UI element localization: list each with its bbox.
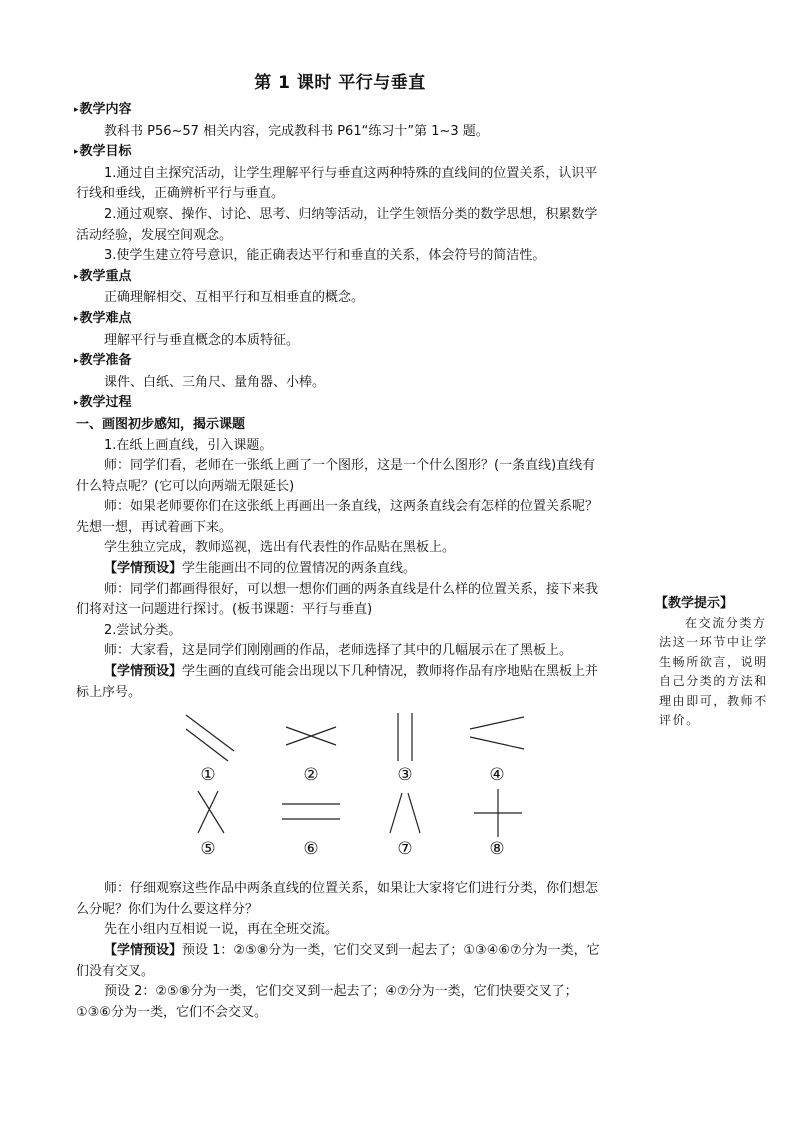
goal-1: 1.通过自主探究活动，让学生理解平行与垂直这两种特殊的直线间的位置关系，认识平行线和垂线，正确辨析平行与垂直。: [76, 165, 598, 202]
process-step-1: 1.在纸上画直线，引入课题。: [104, 437, 273, 453]
section-heading-process: ▸ 教学过程: [74, 393, 606, 415]
section-heading-content: ▸ 教学内容: [74, 100, 606, 122]
figure-label-6: ⑥: [303, 839, 319, 860]
goal-3: 3.使学生建立符号意识，能正确表达平行和垂直的关系，体会符号的简洁性。: [104, 248, 546, 264]
figure-label-4: ④: [489, 765, 505, 786]
figure-label-3: ③: [397, 765, 413, 786]
pair-7-line-b: [408, 793, 420, 833]
teacher-line-5: 师：仔细观察这些作品中两条直线的位置关系，如果让大家将它们进行分类，你们想怎么分呢？你们为什么要这样分？: [76, 881, 599, 917]
figure-label-5: ⑤: [200, 839, 216, 860]
content-text: 教科书 P56~57 相关内容，完成教科书 P61“练习十”第 1~3 题。: [104, 123, 489, 139]
sidebar-body: 在交流分类方法这一环节中让学生畅所欲言，说明自己分类的方法和理由即可，教师不评价。: [659, 615, 768, 727]
pair-1-line-b: [186, 729, 228, 761]
student-activity: 学生独立完成，教师巡视，选出有代表性的作品贴在黑板上。: [104, 540, 456, 556]
preset-line-2: [76, 662, 606, 703]
preset-tag: 【学情预设】: [104, 943, 183, 958]
figure-label-1: ①: [200, 765, 216, 786]
preset-line-4: 预设 2：②⑤⑧分为一类，它们交叉到一起去了；④⑦分为一类，它们快要交叉了；①③⑥分为一类，它们不会交叉。: [76, 984, 578, 1020]
preset-line-3: [76, 941, 606, 982]
main-column: [76, 100, 606, 1023]
teaching-tip-sidebar: [655, 594, 779, 731]
pair-4-line-a: [470, 717, 524, 729]
page-title: 第 1 课时 平行与垂直: [254, 73, 426, 93]
section-heading-key: ▸ 教学重点: [74, 267, 606, 289]
teacher-line-2: 师：如果老师要你们在这张纸上再画出一条直线，这两条直线会有怎样的位置关系呢？先想一想，再试着画下来。: [76, 499, 599, 535]
key-text: 正确理解相交、互相平行和互相垂直的概念。: [104, 290, 365, 306]
preset-line-1: [76, 559, 606, 580]
figure-label-2: ②: [303, 765, 319, 786]
preset-tag: 【学情预设】: [104, 561, 183, 577]
teacher-line-4: 师：大家看，这是同学们刚刚画的作品，老师选择了其中的几幅展示在了黑板上。: [104, 643, 573, 659]
figure-label-7: ⑦: [397, 839, 413, 860]
sidebar-title: 【教学提示】: [655, 596, 734, 611]
goal-2: 2.通过观察、操作、讨论、思考、归纳等活动，让学生领悟分类的数学思想，积累数学活动经验，发展空间观念。: [76, 206, 598, 243]
pair-5-line-b: [198, 791, 218, 833]
teacher-line-3: 师：同学们都画得很好，可以想一想你们画的两条直线是什么样的位置关系，接下来我们将对这一问题进行探讨。(板书课题：平行与垂直): [76, 581, 599, 618]
line-pairs-drawing: [76, 709, 606, 875]
pair-1-line-a: [186, 715, 234, 751]
pair-4-line-b: [470, 737, 524, 749]
preset-text-1: 学生能画出不同的位置情况的两条直线。: [182, 561, 417, 577]
teacher-line-1: 师：同学们看，老师在一张纸上画了一个图形，这是一个什么图形？(一条直线)直线有什么特点呢？(它可以向两端无限延长): [76, 458, 596, 494]
section-heading-preparation: ▸ 教学准备: [74, 351, 606, 373]
pair-5-line-a: [198, 791, 224, 833]
process-step-2: 2.尝试分类。: [104, 622, 182, 638]
preparation-text: 课件、白纸、三角尺、量角器、小棒。: [104, 374, 326, 390]
pair-7-line-a: [390, 793, 402, 833]
process-part-1: 一、画图初步感知，揭示课题: [76, 416, 246, 432]
section-heading-difficulty: ▸ 教学难点: [74, 309, 606, 331]
preset-tag: 【学情预设】: [104, 664, 183, 680]
figure-label-8: ⑧: [489, 839, 505, 860]
preset-text-2: 学生画的直线可能会出现以下几种情况，教师将作品有序地贴在黑板上并标上序号。: [76, 664, 599, 700]
preset-text-3: 预设 1：②⑤⑧分为一类，它们交叉到一起去了；①③④⑥⑦分为一类，它们没有交叉。: [76, 943, 600, 979]
line-pairs-figure: [76, 709, 606, 875]
group-discussion: 先在小组内互相说一说，再在全班交流。: [104, 922, 339, 938]
difficulty-text: 理解平行与垂直概念的本质特征。: [104, 332, 300, 348]
section-heading-goals: ▸ 教学目标: [74, 142, 606, 164]
